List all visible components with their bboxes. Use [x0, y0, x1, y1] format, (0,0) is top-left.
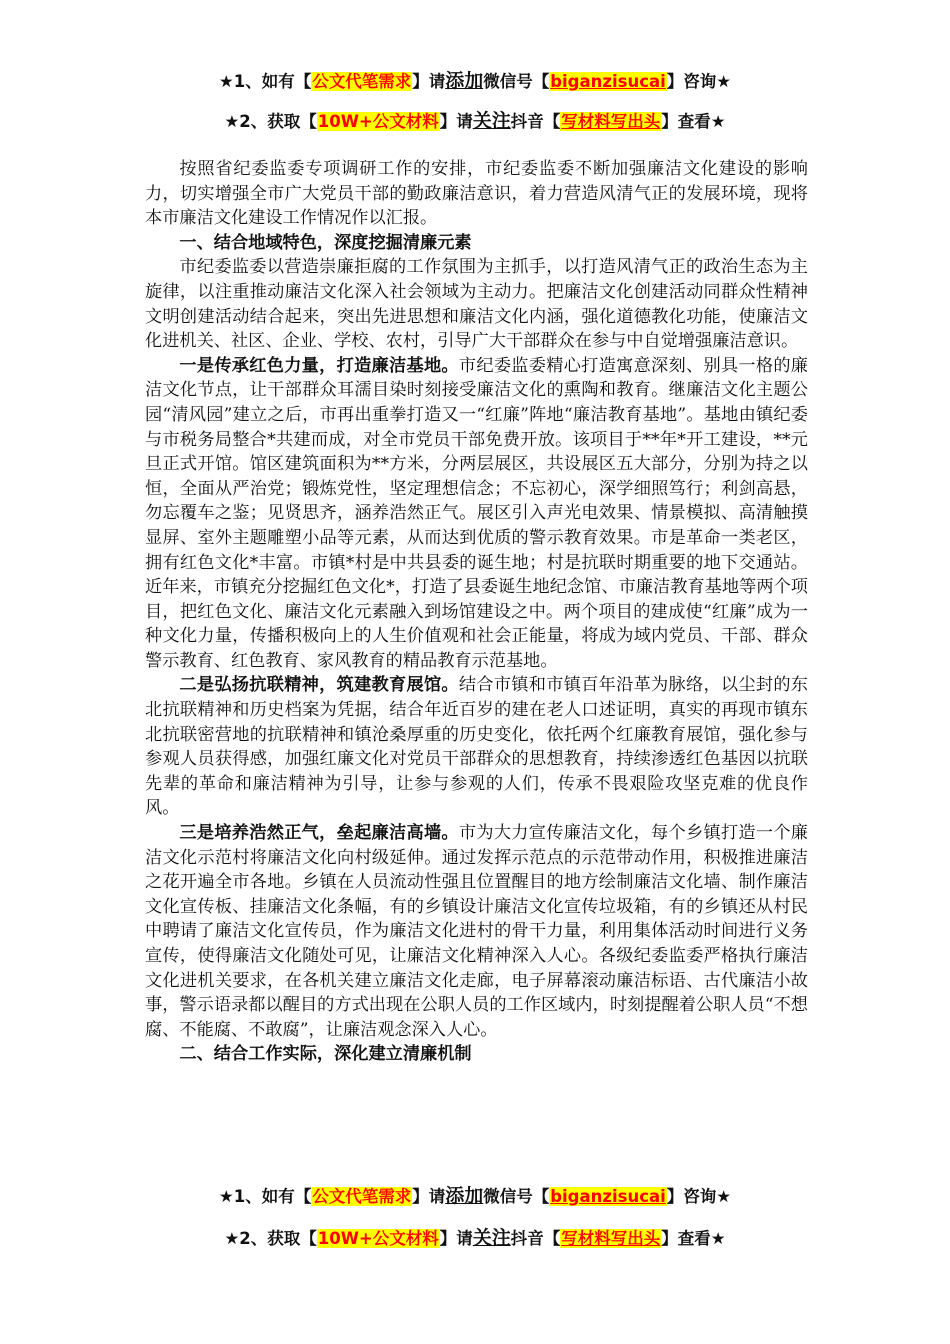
item1-lead: 一是传承红色力量，打造廉洁基地。: [179, 355, 459, 376]
emphasis-follow: 关注: [472, 110, 511, 132]
banner-text: 】请: [439, 1229, 473, 1248]
item2-paragraph: [145, 673, 808, 821]
item1-body: 市纪委监委精心打造寓意深刻、别具一格的廉洁文化节点，让干部群众耳濡目染时刻接受廉洁文化的熏陶和教育。继廉洁文化主题公园“清风园”建立之后，市再出重拳打造又一“红廉”阵地“廉洁教育基地”。基地由镇纪委与市税务局整合*共建而成，对全市党员干部免费开放。该项目于**年*开工建设，**元旦正式开馆。馆区建筑面积为**方米，分两层展区，共设展区五大部分，分别为持之以恒，全面从严治党；锻炼党性，坚定理想信念；不忘初心，深学细照笃行；利剑高悬，勿忘覆车之鉴；见贤思齐，涵养浩然正气。展区引入声光电效果、情景模拟、高清触摸显屏、室外主题雕塑小品等元素，从而达到优质的警示教育效果。市是革命一类老区，拥有红色文化*丰富。市镇*村是中共县委的诞生地；村是抗联时期重要的地下交通站。近年来，市镇充分挖掘红色文化*，打造了县委诞生地纪念馆、市廉洁教育基地等两个项目，把红色文化、廉洁文化元素融入到场馆建设之中。两个项目的建成使“红廉”成为一种文化力量，传播积极向上的人生价值观和社会正能量，将成为域内党员、干部、群众警示教育、红色教育、家风教育的精品教育示范基地。: [145, 355, 808, 671]
banner-text: 】请: [439, 112, 473, 131]
item2-lead: 二是弘扬抗联精神，筑建教育展馆。: [179, 675, 459, 696]
banner-text: ★2、获取【: [224, 112, 317, 131]
banner-text: 】查看★: [661, 1229, 726, 1248]
highlight-wechat-id: biganzisucai: [550, 72, 666, 91]
highlight-wechat-id: biganzisucai: [550, 1187, 666, 1206]
banner-text: 】请: [412, 1187, 446, 1206]
promo-banner-top-line2: [0, 108, 950, 135]
banner-text: 微信号【: [483, 72, 550, 91]
section1-paragraph: 市纪委监委以营造崇廉拒腐的工作氛围为主抓手，以打造风清气正的政治生态为主旋律，以注重推动廉洁文化深入社会领域为主动力。把廉洁文化创建活动同群众性精神文明创建活动结合起来，突出先进思想和廉洁文化内涵，强化道德教化功能，使廉洁文化进机关、社区、企业、学校、农村，引导广大干部群众在参与中自觉增强廉洁意识。: [145, 257, 808, 352]
banner-text: ★1、如有【: [218, 1187, 312, 1206]
item1-paragraph: [145, 354, 808, 674]
banner-text: 】咨询★: [666, 72, 732, 91]
document-body: [145, 157, 808, 1067]
highlight-douyin-id: 写材料写出头: [561, 1229, 661, 1248]
item3-paragraph: [145, 821, 808, 1042]
banner-text: 】咨询★: [666, 1187, 732, 1206]
highlight-materials: 10W+公文材料: [317, 112, 439, 131]
emphasis-add: 添加: [445, 70, 484, 92]
banner-text: ★1、如有【: [218, 72, 312, 91]
banner-text: ★2、获取【: [224, 1229, 317, 1248]
promo-banner-top-line1: [0, 68, 950, 95]
banner-text: 抖音【: [510, 112, 561, 131]
item2-body: 结合市镇和市镇百年沿革为脉络，以尘封的东北抗联精神和历史档案为凭据，结合年近百岁的建在老人口述证明，真实的再现市镇东北抗联密营地的抗联精神和镇沧桑厚重的历史变化，依托两个红廉教育展馆，强化参与参观人员获得感，加强红廉文化对党员干部群众的思想教育，持续渗透红色基因以抗联先辈的革命和廉洁精神为引导，让参与参观的人们，传承不畏艰险攻坚克难的优良作风。: [145, 675, 808, 819]
highlight-service: 公文代笔需求: [312, 1187, 412, 1206]
highlight-douyin-id: 写材料写出头: [561, 112, 661, 131]
banner-text: 】请: [412, 72, 446, 91]
section-heading-1: 一、结合地域特色，深度挖掘清廉元素: [179, 232, 472, 253]
highlight-service: 公文代笔需求: [312, 72, 412, 91]
banner-text: 微信号【: [483, 1187, 550, 1206]
promo-banner-bottom-line1: [0, 1183, 950, 1210]
section-heading-2: 二、结合工作实际，深化建立清廉机制: [179, 1044, 472, 1065]
banner-text: 】查看★: [661, 112, 726, 131]
highlight-materials: 10W+公文材料: [317, 1229, 439, 1248]
intro-paragraph: 按照省纪委监委专项调研工作的安排，市纪委监委不断加强廉洁文化建设的影响力，切实增强全市广大党员干部的勤政廉洁意识，着力营造风清气正的发展环境，现将本市廉洁文化建设工作情况作以汇报。: [145, 159, 808, 229]
emphasis-follow: 关注: [472, 1227, 511, 1249]
promo-banner-bottom-line2: [0, 1225, 950, 1252]
item3-lead: 三是培养浩然正气，垒起廉洁高墙。: [179, 823, 459, 844]
emphasis-add: 添加: [445, 1185, 484, 1207]
item3-body: 市为大力宣传廉洁文化，每个乡镇打造一个廉洁文化示范村将廉洁文化向村级延伸。通过发挥示范点的示范带动作用，积极推进廉洁之花开遍全市各地。乡镇在人员流动性强且位置醒目的地方绘制廉洁文化墙、制作廉洁文化宣传板、挂廉洁文化条幅，有的乡镇设计廉洁文化宣传垃圾箱，有的乡镇还从村民中聘请了廉洁文化宣传员，作为廉洁文化进村的骨干力量，利用集体活动时间进行义务宣传，使得廉洁文化随处可见，让廉洁文化精神深入人心。各级纪委监委严格执行廉洁文化进机关要求，在各机关建立廉洁文化走廊，电子屏幕滚动廉洁标语、古代廉洁小故事，警示语录都以醒目的方式出现在公职人员的工作区域内，时刻提醒着公职人员“不想腐、不能腐、不敢腐”，让廉洁观念深入人心。: [145, 823, 808, 1040]
banner-text: 抖音【: [510, 1229, 561, 1248]
